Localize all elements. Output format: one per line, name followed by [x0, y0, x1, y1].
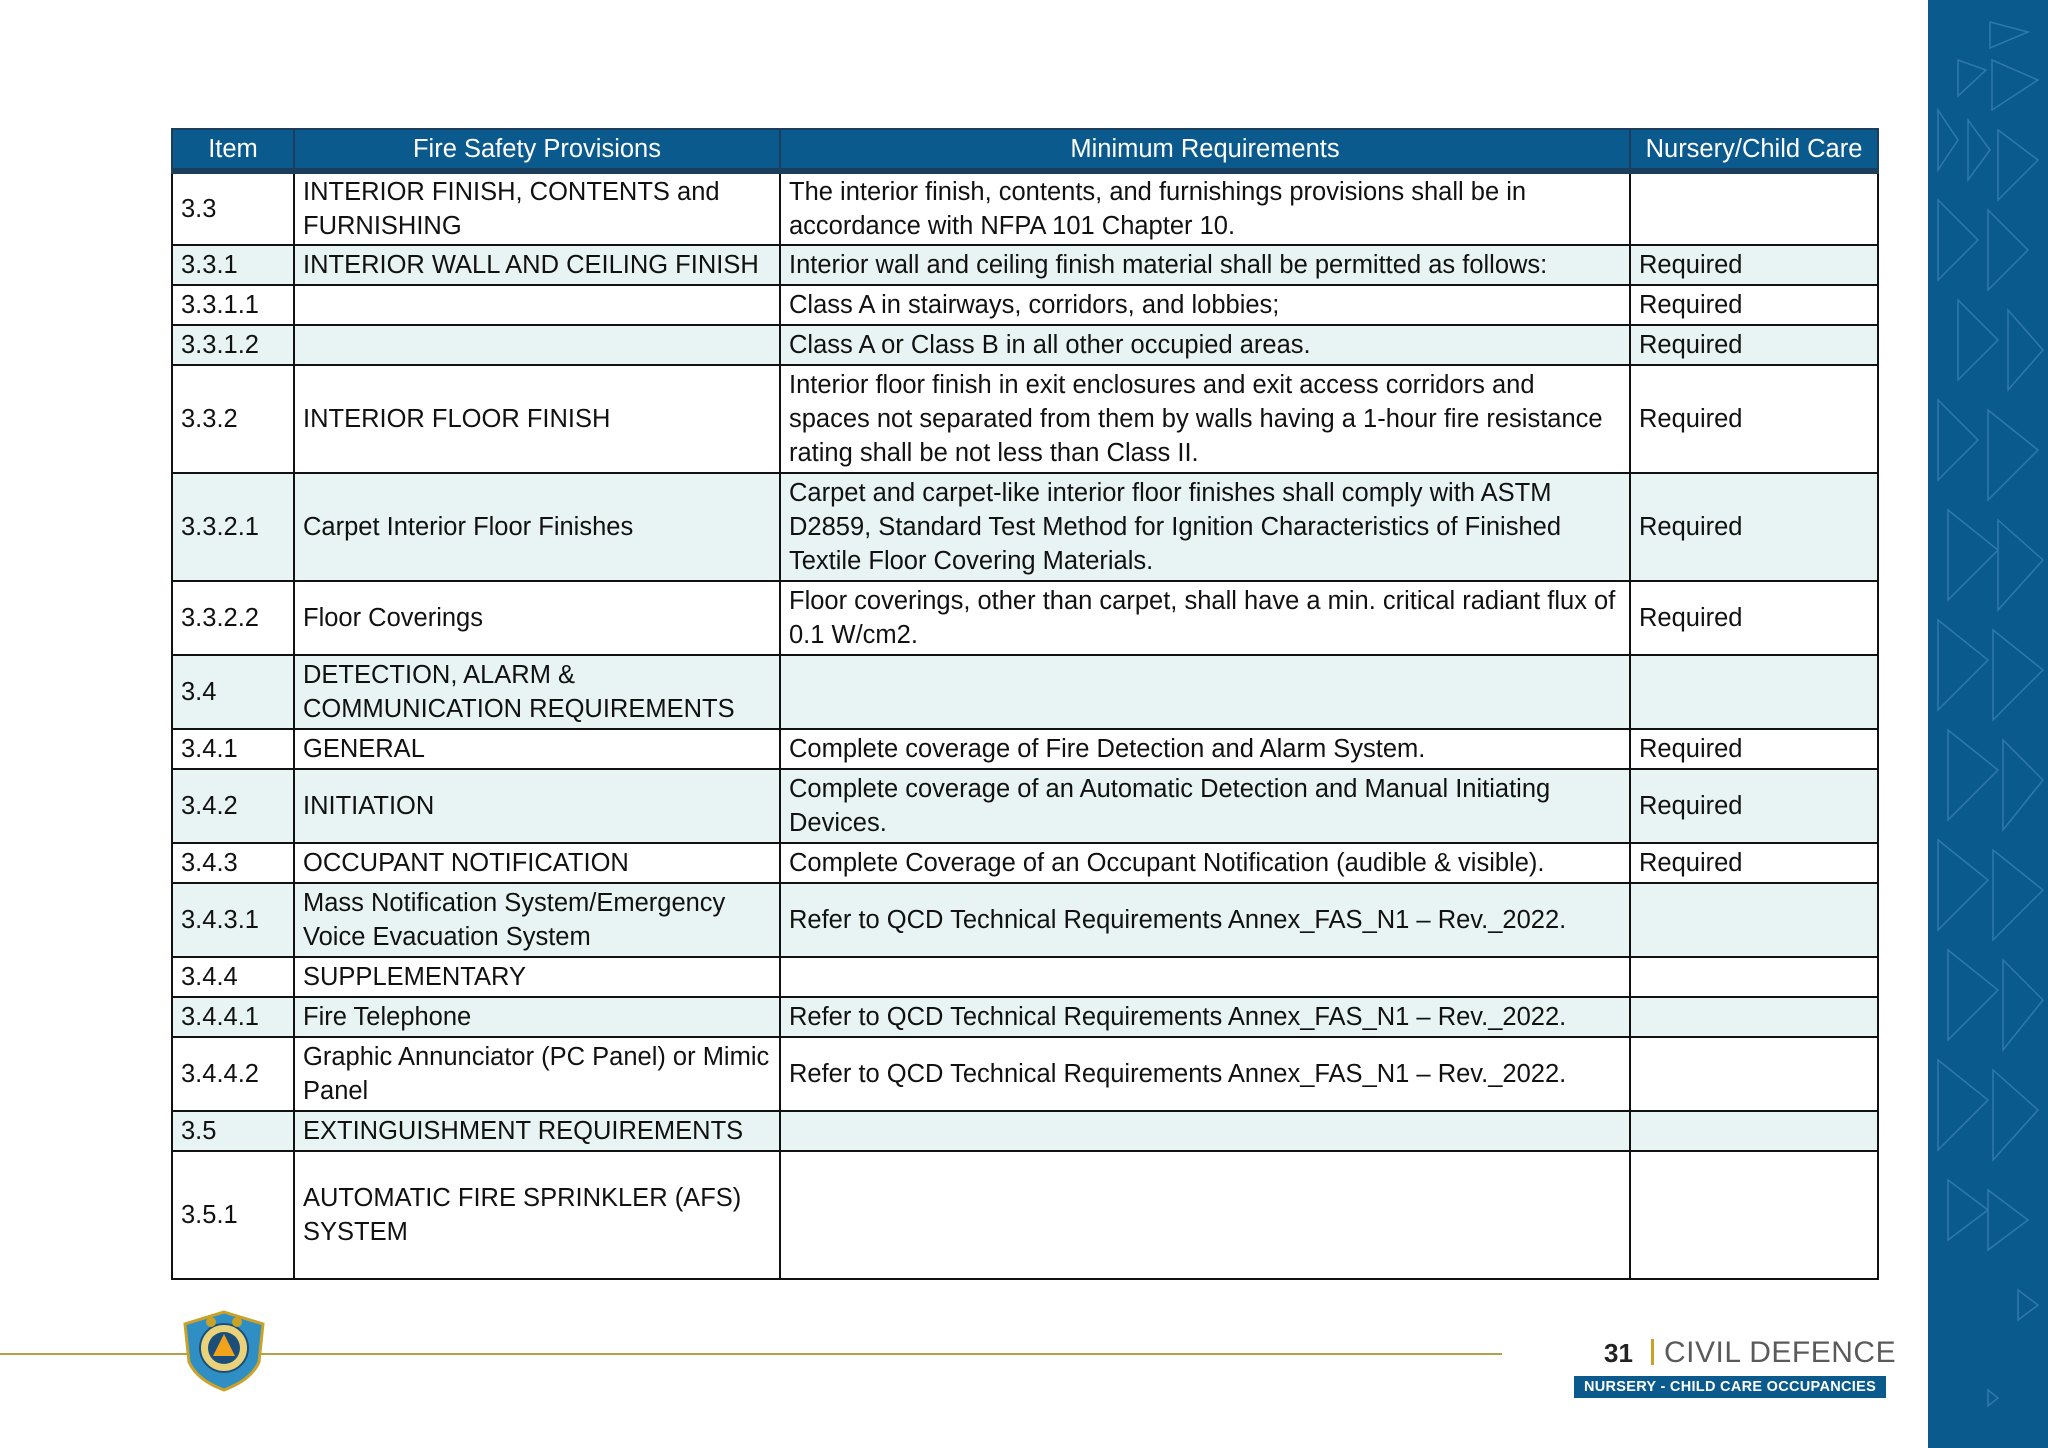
fire-safety-table — [171, 128, 1879, 1280]
requirement-cell — [780, 655, 1630, 729]
status-cell — [1630, 1037, 1878, 1111]
provision-cell — [294, 285, 780, 325]
table-row — [172, 285, 1878, 325]
table-row — [172, 997, 1878, 1037]
requirement-cell — [780, 1151, 1630, 1279]
requirement-cell: Class A in stairways, corridors, and lobbies; — [780, 285, 1630, 325]
header-item: Item — [172, 129, 294, 171]
status-cell — [1630, 957, 1878, 997]
requirement-cell: Carpet and carpet-like interior floor finishes shall comply with ASTM D2859, Standard Test Method for Ignition Characteristics of Finished Textile Floor Covering Materials. — [780, 473, 1630, 581]
item-cell: 3.4.4.2 — [172, 1037, 294, 1111]
provision-cell: SUPPLEMENTARY — [294, 957, 780, 997]
table-row — [172, 1037, 1878, 1111]
table-row — [172, 883, 1878, 957]
table-row — [172, 325, 1878, 365]
requirement-cell — [780, 957, 1630, 997]
requirement-cell: The interior finish, contents, and furnishings provisions shall be in accordance with NFPA 101 Chapter 10. — [780, 171, 1630, 245]
provision-cell: Mass Notification System/Emergency Voice Evacuation System — [294, 883, 780, 957]
table-row — [172, 1111, 1878, 1151]
status-cell — [1630, 883, 1878, 957]
status-cell: Required — [1630, 285, 1878, 325]
table-row — [172, 843, 1878, 883]
status-cell: Required — [1630, 245, 1878, 285]
item-cell: 3.4.2 — [172, 769, 294, 843]
provision-cell: Fire Telephone — [294, 997, 780, 1037]
table-row — [172, 171, 1878, 245]
item-cell: 3.3.2.2 — [172, 581, 294, 655]
item-cell: 3.5 — [172, 1111, 294, 1151]
status-cell: Required — [1630, 473, 1878, 581]
provision-cell: OCCUPANT NOTIFICATION — [294, 843, 780, 883]
triangle-pattern — [1928, 0, 2048, 1448]
header-minimum-requirements: Minimum Requirements — [780, 129, 1630, 171]
item-cell: 3.3 — [172, 171, 294, 245]
page-number: 31 — [1604, 1338, 1633, 1368]
table-row — [172, 473, 1878, 581]
requirement-cell: Complete coverage of Fire Detection and Alarm System. — [780, 729, 1630, 769]
item-cell: 3.3.1.2 — [172, 325, 294, 365]
requirement-cell: Class A or Class B in all other occupied areas. — [780, 325, 1630, 365]
table-row — [172, 581, 1878, 655]
table-header-row — [172, 129, 1878, 171]
status-cell: Required — [1630, 769, 1878, 843]
status-cell: Required — [1630, 325, 1878, 365]
civil-defence-emblem-icon — [181, 1310, 267, 1397]
provision-cell — [294, 325, 780, 365]
item-cell: 3.3.1.1 — [172, 285, 294, 325]
status-cell: Required — [1630, 581, 1878, 655]
requirement-cell: Interior floor finish in exit enclosures and exit access corridors and spaces not separated from them by walls having a 1-hour fire resistance rating shall be not less than Class II. — [780, 365, 1630, 473]
requirement-cell: Refer to QCD Technical Requirements Annex_FAS_N1 – Rev._2022. — [780, 997, 1630, 1037]
item-cell: 3.4.3 — [172, 843, 294, 883]
item-cell: 3.3.1 — [172, 245, 294, 285]
requirement-cell: Refer to QCD Technical Requirements Annex_FAS_N1 – Rev._2022. — [780, 1037, 1630, 1111]
table-row — [172, 365, 1878, 473]
item-cell: 3.4.1 — [172, 729, 294, 769]
section-ribbon: NURSERY - CHILD CARE OCCUPANCIES — [1574, 1376, 1886, 1398]
requirement-cell: Complete coverage of an Automatic Detection and Manual Initiating Devices. — [780, 769, 1630, 843]
provision-cell: Floor Coverings — [294, 581, 780, 655]
status-cell — [1630, 1111, 1878, 1151]
provision-cell: AUTOMATIC FIRE SPRINKLER (AFS) SYSTEM — [294, 1151, 780, 1279]
brand-title: CIVIL DEFENCE — [1664, 1336, 1897, 1369]
provision-cell: INTERIOR FLOOR FINISH — [294, 365, 780, 473]
provision-cell: EXTINGUISHMENT REQUIREMENTS — [294, 1111, 780, 1151]
footer-separator — [1651, 1339, 1654, 1365]
provision-cell: INITIATION — [294, 769, 780, 843]
header-nursery-child-care: Nursery/Child Care — [1630, 129, 1878, 171]
item-cell: 3.3.2 — [172, 365, 294, 473]
item-cell: 3.4.4.1 — [172, 997, 294, 1037]
decorative-side-band — [1928, 0, 2048, 1448]
table-row — [172, 655, 1878, 729]
status-cell: Required — [1630, 729, 1878, 769]
provision-cell: Graphic Annunciator (PC Panel) or Mimic Panel — [294, 1037, 780, 1111]
item-cell: 3.3.2.1 — [172, 473, 294, 581]
status-cell — [1630, 997, 1878, 1037]
table-row — [172, 769, 1878, 843]
table-row — [172, 729, 1878, 769]
status-cell: Required — [1630, 365, 1878, 473]
provision-cell: GENERAL — [294, 729, 780, 769]
requirement-cell — [780, 1111, 1630, 1151]
table-row — [172, 957, 1878, 997]
status-cell — [1630, 171, 1878, 245]
requirement-cell: Complete Coverage of an Occupant Notification (audible & visible). — [780, 843, 1630, 883]
table-row — [172, 245, 1878, 285]
header-fire-safety-provisions: Fire Safety Provisions — [294, 129, 780, 171]
requirement-cell: Interior wall and ceiling finish material shall be permitted as follows: — [780, 245, 1630, 285]
status-cell: Required — [1630, 843, 1878, 883]
requirement-cell: Floor coverings, other than carpet, shall have a min. critical radiant flux of 0.1 W/cm2. — [780, 581, 1630, 655]
provision-cell: Carpet Interior Floor Finishes — [294, 473, 780, 581]
provision-cell: INTERIOR WALL AND CEILING FINISH — [294, 245, 780, 285]
item-cell: 3.4.3.1 — [172, 883, 294, 957]
fire-safety-table-container — [171, 128, 1877, 1280]
table-row — [172, 1151, 1878, 1279]
requirement-cell: Refer to QCD Technical Requirements Annex_FAS_N1 – Rev._2022. — [780, 883, 1630, 957]
provision-cell: INTERIOR FINISH, CONTENTS and FURNISHING — [294, 171, 780, 245]
item-cell: 3.4 — [172, 655, 294, 729]
status-cell — [1630, 655, 1878, 729]
status-cell — [1630, 1151, 1878, 1279]
item-cell: 3.5.1 — [172, 1151, 294, 1279]
item-cell: 3.4.4 — [172, 957, 294, 997]
provision-cell: DETECTION, ALARM & COMMUNICATION REQUIREMENTS — [294, 655, 780, 729]
